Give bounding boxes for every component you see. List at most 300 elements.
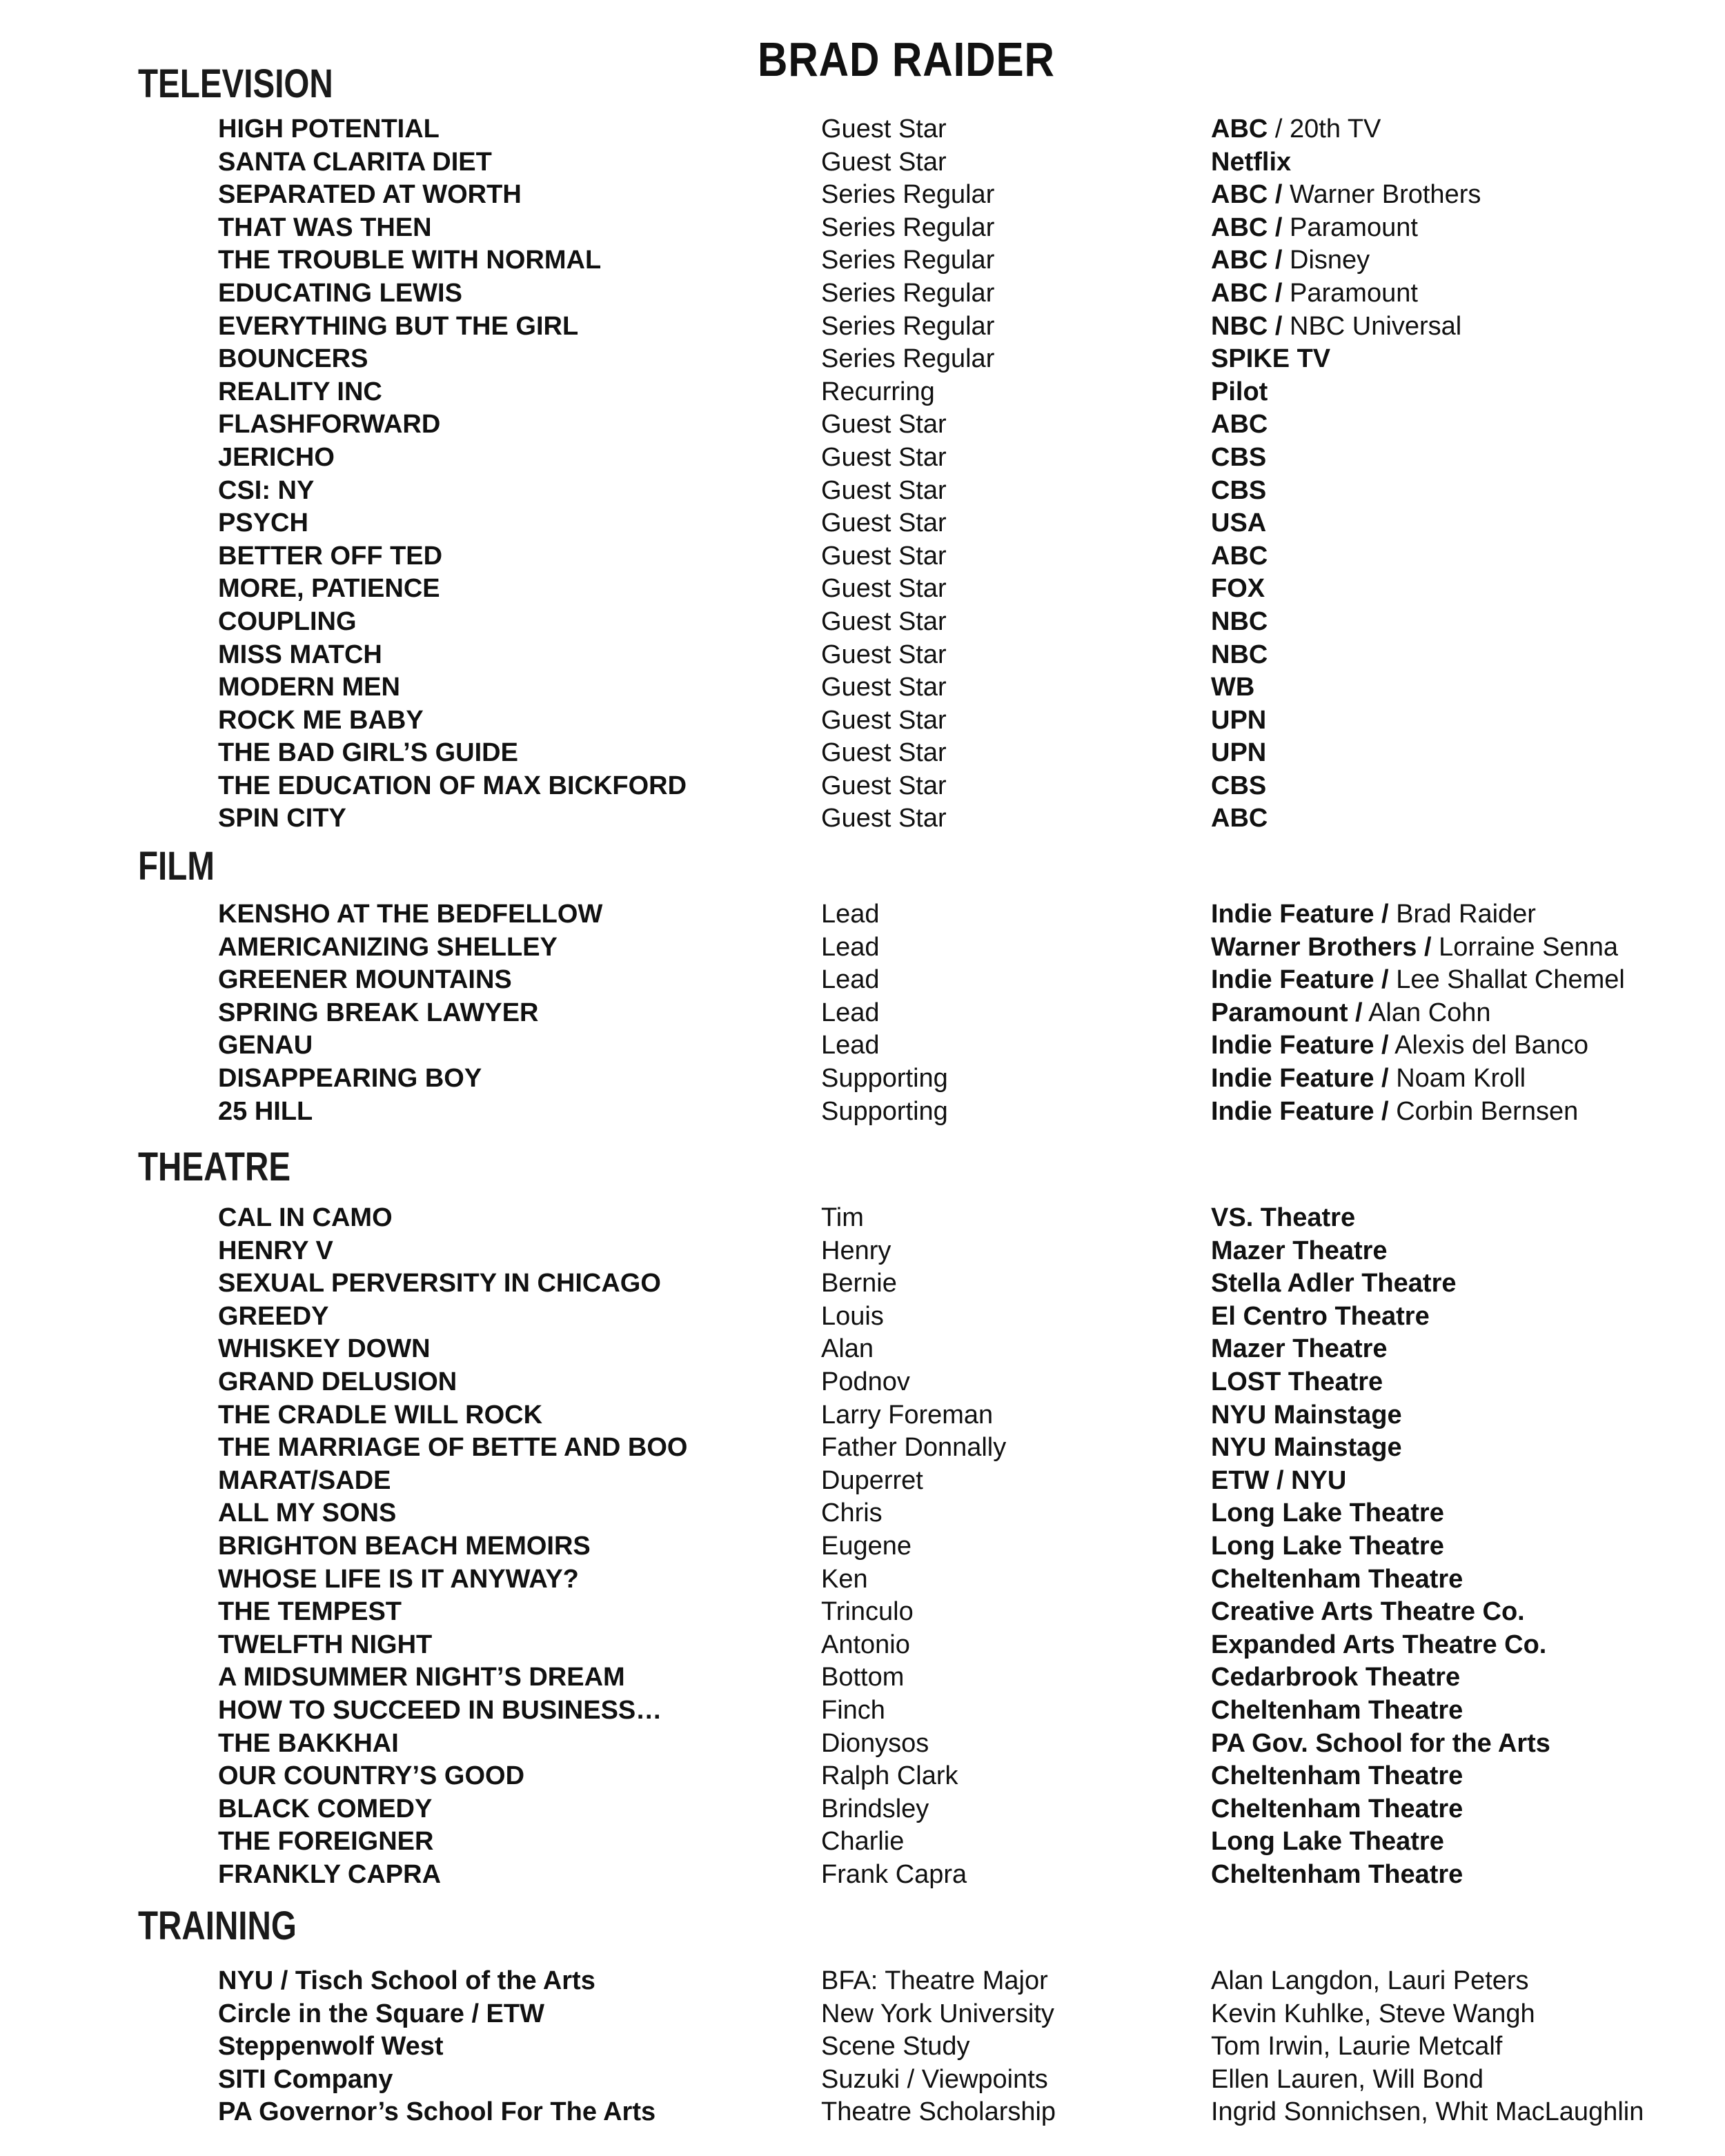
section-title-theatre: THEATRE xyxy=(138,1145,291,1189)
credit-title: GRAND DELUSION xyxy=(218,1367,457,1396)
credit-producer xyxy=(1211,1596,1525,1629)
credit-network: Mazer Theatre xyxy=(1211,1334,1388,1364)
training-focus: Scene Study xyxy=(821,2032,970,2061)
credit-row xyxy=(0,898,1725,931)
credit-row xyxy=(0,475,1725,508)
credit-role: Guest Star xyxy=(821,640,947,669)
credit-title: THAT WAS THEN xyxy=(218,212,432,242)
credit-producer xyxy=(1211,1432,1402,1465)
credit-studio: Paramount xyxy=(1290,212,1418,242)
training-teachers: Tom Irwin, Laurie Metcalf xyxy=(1211,2032,1503,2061)
credit-studio: Warner Brothers xyxy=(1290,180,1481,210)
credit-title: MISS MATCH xyxy=(218,640,382,669)
credit-role: Dionysos xyxy=(821,1728,929,1758)
credit-title: JERICHO xyxy=(218,442,335,472)
credit-row xyxy=(0,179,1725,212)
credit-row xyxy=(0,277,1725,310)
credit-title: THE BAKKHAI xyxy=(218,1728,399,1758)
credit-network: ABC xyxy=(1211,410,1268,439)
credit-network: Warner Brothers / xyxy=(1211,932,1432,962)
credit-role: Father Donnally xyxy=(821,1433,1007,1463)
training-teachers: Ellen Lauren, Will Bond xyxy=(1211,2064,1483,2094)
credit-row xyxy=(0,1760,1725,1793)
credit-producer xyxy=(1211,376,1268,409)
credit-title: BRIGHTON BEACH MEMOIRS xyxy=(218,1531,591,1561)
credit-network: Cheltenham Theatre xyxy=(1211,1695,1463,1725)
credit-role: Chris xyxy=(821,1499,883,1528)
credit-title: HOW TO SUCCEED IN BUSINESS… xyxy=(218,1695,662,1725)
credit-network: VS. Theatre xyxy=(1211,1203,1356,1232)
credit-row xyxy=(0,113,1725,146)
credit-producer xyxy=(1211,1300,1430,1334)
credit-role: Bottom xyxy=(821,1663,905,1692)
credit-separator xyxy=(1282,180,1290,209)
credit-producer xyxy=(1211,1029,1588,1062)
credit-title: KENSHO AT THE BEDFELLOW xyxy=(218,900,603,929)
credit-role: Guest Star xyxy=(821,508,947,538)
credit-title: SEXUAL PERVERSITY IN CHICAGO xyxy=(218,1269,661,1298)
credit-producer xyxy=(1211,1793,1463,1826)
credit-role: Series Regular xyxy=(821,311,995,341)
credit-network: Indie Feature / xyxy=(1211,1096,1389,1126)
credit-title: THE CRADLE WILL ROCK xyxy=(218,1400,543,1430)
training-teachers: Ingrid Sonnichsen, Whit MacLaughlin xyxy=(1211,2097,1644,2127)
credit-row xyxy=(0,1859,1725,1892)
credit-producer xyxy=(1211,997,1491,1030)
credit-role: Lead xyxy=(821,1031,880,1060)
credit-role: Trinculo xyxy=(821,1597,914,1627)
credit-producer xyxy=(1211,179,1481,212)
credit-network: Netflix xyxy=(1211,147,1292,177)
credit-row xyxy=(0,1029,1725,1062)
credit-row xyxy=(0,212,1725,245)
credit-row xyxy=(0,1300,1725,1334)
credit-role: Eugene xyxy=(821,1531,912,1561)
credit-producer xyxy=(1211,1497,1444,1530)
credit-network: Cheltenham Theatre xyxy=(1211,1859,1463,1889)
training-focus: New York University xyxy=(821,1999,1054,2028)
training-row xyxy=(0,2030,1725,2064)
credit-title: HENRY V xyxy=(218,1236,333,1265)
credit-title: FRANKLY CAPRA xyxy=(218,1859,442,1889)
credit-studio: Alan Cohn xyxy=(1368,998,1491,1027)
credit-row xyxy=(0,1497,1725,1530)
credit-producer xyxy=(1211,704,1266,738)
credit-row xyxy=(0,442,1725,475)
credit-role: Tim xyxy=(821,1203,864,1232)
credit-network: Cheltenham Theatre xyxy=(1211,1564,1463,1594)
credit-producer xyxy=(1211,898,1536,931)
credit-network: ABC / xyxy=(1211,180,1283,210)
credit-title: THE TEMPEST xyxy=(218,1597,402,1627)
credit-title: BETTER OFF TED xyxy=(218,541,443,571)
credit-network: Cheltenham Theatre xyxy=(1211,1794,1463,1823)
credit-separator xyxy=(1389,1097,1397,1126)
credit-role: Lead xyxy=(821,900,880,929)
credit-title: BOUNCERS xyxy=(218,344,368,374)
credit-separator xyxy=(1389,1031,1394,1060)
credit-network: SPIKE TV xyxy=(1211,344,1331,374)
credit-row xyxy=(0,671,1725,704)
credit-separator xyxy=(1363,998,1368,1027)
credit-role: Guest Star xyxy=(821,673,947,702)
credit-producer xyxy=(1211,1465,1346,1498)
credit-title: CAL IN CAMO xyxy=(218,1203,393,1232)
credit-producer xyxy=(1211,1728,1550,1761)
credit-producer xyxy=(1211,931,1618,965)
credit-producer xyxy=(1211,671,1254,704)
credit-producer xyxy=(1211,1563,1463,1596)
credit-role: Supporting xyxy=(821,1096,948,1126)
credit-title: ROCK ME BABY xyxy=(218,705,424,735)
credit-producer xyxy=(1211,964,1625,997)
credit-network: WB xyxy=(1211,673,1255,702)
credit-producer xyxy=(1211,1235,1388,1268)
credit-title: EDUCATING LEWIS xyxy=(218,278,462,308)
credit-separator xyxy=(1282,312,1290,341)
credit-role: Guest Star xyxy=(821,147,947,177)
credit-role: Supporting xyxy=(821,1063,948,1093)
credit-separator xyxy=(1282,279,1290,308)
credit-title: 25 HILL xyxy=(218,1096,313,1126)
credit-role: Series Regular xyxy=(821,278,995,308)
credit-producer xyxy=(1211,1202,1355,1235)
credit-role: Guest Star xyxy=(821,115,947,144)
credit-row xyxy=(0,540,1725,573)
training-focus: BFA: Theatre Major xyxy=(821,1966,1048,1995)
credit-network: Indie Feature / xyxy=(1211,1063,1389,1093)
credit-network: UPN xyxy=(1211,738,1267,768)
credit-title: GREEDY xyxy=(218,1301,329,1331)
credit-title: GENAU xyxy=(218,1031,313,1060)
credit-role: Lead xyxy=(821,965,880,995)
credit-title: REALITY INC xyxy=(218,377,382,406)
credit-producer xyxy=(1211,540,1268,573)
credit-separator xyxy=(1282,213,1290,242)
credit-row xyxy=(0,1366,1725,1399)
credit-role: Guest Star xyxy=(821,574,947,604)
credit-row xyxy=(0,507,1725,540)
credit-title: EVERYTHING BUT THE GIRL xyxy=(218,311,579,341)
credit-producer xyxy=(1211,277,1418,310)
credit-network: Pilot xyxy=(1211,377,1268,406)
credit-row xyxy=(0,1062,1725,1096)
credit-title: MARAT/SADE xyxy=(218,1465,391,1495)
credit-producer xyxy=(1211,408,1268,442)
credit-network: ABC / xyxy=(1211,278,1283,308)
credit-network: USA xyxy=(1211,508,1267,538)
credit-network: UPN xyxy=(1211,705,1267,735)
credit-title: FLASHFORWARD xyxy=(218,410,441,439)
credit-network: Paramount / xyxy=(1211,998,1363,1027)
credit-row xyxy=(0,1826,1725,1859)
credit-row xyxy=(0,606,1725,639)
credit-producer xyxy=(1211,1267,1457,1300)
credit-studio: 20th TV xyxy=(1290,115,1381,144)
credit-producer xyxy=(1211,802,1268,835)
credit-producer xyxy=(1211,1661,1460,1694)
credit-role: Duperret xyxy=(821,1465,923,1495)
credit-network: PA Gov. School for the Arts xyxy=(1211,1728,1550,1758)
credit-separator xyxy=(1389,1064,1397,1093)
credit-row xyxy=(0,1694,1725,1728)
credit-title: MODERN MEN xyxy=(218,673,400,702)
credit-role: Guest Star xyxy=(821,606,947,636)
training-school: Steppenwolf West xyxy=(218,2032,444,2061)
credit-title: SEPARATED AT WORTH xyxy=(218,180,522,210)
credit-title: GREENER MOUNTAINS xyxy=(218,965,512,995)
credit-producer xyxy=(1211,1760,1463,1793)
credit-network: LOST Theatre xyxy=(1211,1367,1383,1396)
credit-role: Bernie xyxy=(821,1269,897,1298)
credit-title: THE FOREIGNER xyxy=(218,1827,434,1857)
credit-row xyxy=(0,704,1725,738)
section-title-training: TRAINING xyxy=(138,1903,297,1948)
training-list xyxy=(0,1965,1725,2129)
credit-producer xyxy=(1211,1366,1383,1399)
credit-row xyxy=(0,1096,1725,1129)
credit-network: NBC / xyxy=(1211,311,1283,341)
credit-role: Podnov xyxy=(821,1367,910,1396)
credit-studio: Brad Raider xyxy=(1396,900,1536,929)
training-teachers: Kevin Kuhlke, Steve Wangh xyxy=(1211,1999,1535,2028)
credit-network: Long Lake Theatre xyxy=(1211,1827,1444,1857)
section-title-television: TELEVISION xyxy=(138,61,333,106)
credit-row xyxy=(0,573,1725,606)
credit-producer xyxy=(1211,244,1370,277)
credit-role: Larry Foreman xyxy=(821,1400,994,1430)
credit-row xyxy=(0,1432,1725,1465)
credit-producer xyxy=(1211,770,1266,803)
credit-role: Guest Star xyxy=(821,410,947,439)
credit-role: Lead xyxy=(821,932,880,962)
credit-network: Creative Arts Theatre Co. xyxy=(1211,1597,1525,1627)
section-title-film: FILM xyxy=(138,844,215,889)
credit-title: HIGH POTENTIAL xyxy=(218,115,440,144)
credit-producer xyxy=(1211,1530,1444,1563)
training-school: Circle in the Square / ETW xyxy=(218,1999,544,2028)
credit-network: Cheltenham Theatre xyxy=(1211,1761,1463,1791)
credit-separator xyxy=(1282,246,1290,275)
credit-producer xyxy=(1211,606,1268,639)
credit-title: PSYCH xyxy=(218,508,308,538)
credit-title: A MIDSUMMER NIGHT’S DREAM xyxy=(218,1663,625,1692)
credit-role: Finch xyxy=(821,1695,885,1725)
credit-title: MORE, PATIENCE xyxy=(218,574,440,604)
training-focus: Suzuki / Viewpoints xyxy=(821,2064,1048,2094)
credit-title: WHISKEY DOWN xyxy=(218,1334,431,1364)
credit-title: THE EDUCATION OF MAX BICKFORD xyxy=(218,771,687,800)
credit-producer xyxy=(1211,146,1291,179)
training-school: PA Governor’s School For The Arts xyxy=(218,2097,656,2127)
credit-role: Alan xyxy=(821,1334,874,1364)
credit-network: NYU Mainstage xyxy=(1211,1433,1402,1463)
credit-producer xyxy=(1211,573,1265,606)
credit-producer xyxy=(1211,212,1418,245)
credit-producer xyxy=(1211,737,1266,770)
credit-network: Indie Feature / xyxy=(1211,900,1389,929)
credit-row xyxy=(0,310,1725,344)
credit-role: Louis xyxy=(821,1301,884,1331)
credit-title: WHOSE LIFE IS IT ANYWAY? xyxy=(218,1564,579,1594)
credit-producer xyxy=(1211,1399,1402,1432)
credit-separator xyxy=(1389,900,1397,929)
credit-role: Lead xyxy=(821,998,880,1027)
training-school: NYU / Tisch School of the Arts xyxy=(218,1966,595,1995)
credit-network: CBS xyxy=(1211,475,1267,505)
credit-row xyxy=(0,1661,1725,1694)
credit-network: ABC xyxy=(1211,804,1268,833)
credit-network: Expanded Arts Theatre Co. xyxy=(1211,1630,1547,1659)
credit-producer xyxy=(1211,507,1266,540)
credit-title: SPIN CITY xyxy=(218,804,346,833)
training-focus: Theatre Scholarship xyxy=(821,2097,1056,2127)
credit-network: ABC xyxy=(1211,115,1268,144)
credit-role: Guest Star xyxy=(821,771,947,800)
credit-row xyxy=(0,770,1725,803)
credit-separator xyxy=(1389,965,1397,994)
credit-row xyxy=(0,1267,1725,1300)
credit-role: Guest Star xyxy=(821,738,947,768)
credit-row xyxy=(0,639,1725,672)
training-row xyxy=(0,1998,1725,2031)
training-row xyxy=(0,2096,1725,2129)
credit-producer xyxy=(1211,1062,1526,1096)
credit-row xyxy=(0,376,1725,409)
credit-title: SANTA CLARITA DIET xyxy=(218,147,492,177)
credit-title: BLACK COMEDY xyxy=(218,1794,433,1823)
credit-producer xyxy=(1211,1694,1463,1728)
training-row xyxy=(0,2064,1725,2097)
credit-network: NYU Mainstage xyxy=(1211,1400,1402,1430)
training-teachers: Alan Langdon, Lauri Peters xyxy=(1211,1966,1529,1995)
credit-role: Series Regular xyxy=(821,344,995,374)
credit-studio: Disney xyxy=(1290,246,1370,275)
television-list xyxy=(0,113,1725,835)
credit-row xyxy=(0,1399,1725,1432)
credit-role: Guest Star xyxy=(821,475,947,505)
credit-row xyxy=(0,1530,1725,1563)
credit-network: Indie Feature / xyxy=(1211,965,1389,995)
credit-title: ALL MY SONS xyxy=(218,1499,397,1528)
credit-producer xyxy=(1211,1629,1546,1662)
credit-producer xyxy=(1211,639,1268,672)
credit-studio: Lee Shallat Chemel xyxy=(1396,965,1625,995)
credit-row xyxy=(0,146,1725,179)
theatre-list xyxy=(0,1202,1725,1891)
credit-producer xyxy=(1211,442,1266,475)
credit-network: ABC / xyxy=(1211,246,1283,275)
credit-network: CBS xyxy=(1211,442,1267,472)
credit-role: Guest Star xyxy=(821,541,947,571)
credit-network: Long Lake Theatre xyxy=(1211,1499,1444,1528)
credit-role: Guest Star xyxy=(821,804,947,833)
credit-row xyxy=(0,1793,1725,1826)
training-row xyxy=(0,1965,1725,1998)
credit-row xyxy=(0,964,1725,997)
credit-studio: Noam Kroll xyxy=(1396,1063,1526,1093)
credit-row xyxy=(0,931,1725,965)
credit-network: ABC xyxy=(1211,541,1268,571)
credit-network: Cedarbrook Theatre xyxy=(1211,1663,1461,1692)
credit-network: CBS xyxy=(1211,771,1267,800)
credit-producer xyxy=(1211,343,1330,376)
credit-producer xyxy=(1211,1859,1463,1892)
credit-role: Antonio xyxy=(821,1630,910,1659)
credit-studio: Alexis del Banco xyxy=(1394,1031,1589,1060)
credit-network: El Centro Theatre xyxy=(1211,1301,1430,1331)
credit-role: Series Regular xyxy=(821,246,995,275)
credit-producer xyxy=(1211,1826,1444,1859)
credit-title: TWELFTH NIGHT xyxy=(218,1630,433,1659)
training-school: SITI Company xyxy=(218,2064,393,2094)
credit-title: THE BAD GIRL’S GUIDE xyxy=(218,738,518,768)
credit-row xyxy=(0,802,1725,835)
credit-row xyxy=(0,997,1725,1030)
credit-role: Ralph Clark xyxy=(821,1761,958,1791)
credit-separator: / xyxy=(1268,115,1290,144)
credit-title: AMERICANIZING SHELLEY xyxy=(218,932,558,962)
credit-role: Brindsley xyxy=(821,1794,929,1823)
credit-separator xyxy=(1432,933,1439,962)
credit-row xyxy=(0,1629,1725,1662)
credit-title: CSI: NY xyxy=(218,475,315,505)
credit-studio: Lorraine Senna xyxy=(1439,932,1618,962)
film-list xyxy=(0,898,1725,1128)
credit-network: ETW / NYU xyxy=(1211,1465,1347,1495)
credit-role: Ken xyxy=(821,1564,868,1594)
credit-title: DISAPPEARING BOY xyxy=(218,1063,482,1093)
credit-row xyxy=(0,1563,1725,1596)
credit-network: Indie Feature / xyxy=(1211,1031,1389,1060)
credit-role: Frank Capra xyxy=(821,1859,967,1889)
credit-network: NBC xyxy=(1211,640,1268,669)
credit-producer xyxy=(1211,475,1266,508)
credit-role: Henry xyxy=(821,1236,891,1265)
credit-row xyxy=(0,1235,1725,1268)
credit-row xyxy=(0,408,1725,442)
credit-producer xyxy=(1211,1333,1388,1366)
credit-role: Recurring xyxy=(821,377,935,406)
credit-role: Guest Star xyxy=(821,442,947,472)
credit-producer xyxy=(1211,113,1381,146)
credit-row xyxy=(0,1728,1725,1761)
credit-network: ABC / xyxy=(1211,212,1283,242)
credit-network: Mazer Theatre xyxy=(1211,1236,1388,1265)
credit-studio: Paramount xyxy=(1290,278,1418,308)
credit-row xyxy=(0,1465,1725,1498)
credit-title: THE TROUBLE WITH NORMAL xyxy=(218,246,602,275)
credit-producer xyxy=(1211,310,1461,344)
credit-network: NBC xyxy=(1211,606,1268,636)
credit-row xyxy=(0,1596,1725,1629)
credit-row xyxy=(0,244,1725,277)
credit-network: FOX xyxy=(1211,574,1265,604)
credit-producer xyxy=(1211,1096,1578,1129)
credit-title: COUPLING xyxy=(218,606,357,636)
credit-network: Long Lake Theatre xyxy=(1211,1531,1444,1561)
credit-row xyxy=(0,343,1725,376)
credit-title: OUR COUNTRY’S GOOD xyxy=(218,1761,525,1791)
actor-name: BRAD RAIDER xyxy=(758,32,1055,86)
credit-row xyxy=(0,737,1725,770)
credit-role: Series Regular xyxy=(821,212,995,242)
credit-title: SPRING BREAK LAWYER xyxy=(218,998,539,1027)
credit-studio: Corbin Bernsen xyxy=(1396,1096,1579,1126)
credit-network: Stella Adler Theatre xyxy=(1211,1269,1457,1298)
credit-role: Guest Star xyxy=(821,705,947,735)
credit-role: Series Regular xyxy=(821,180,995,210)
